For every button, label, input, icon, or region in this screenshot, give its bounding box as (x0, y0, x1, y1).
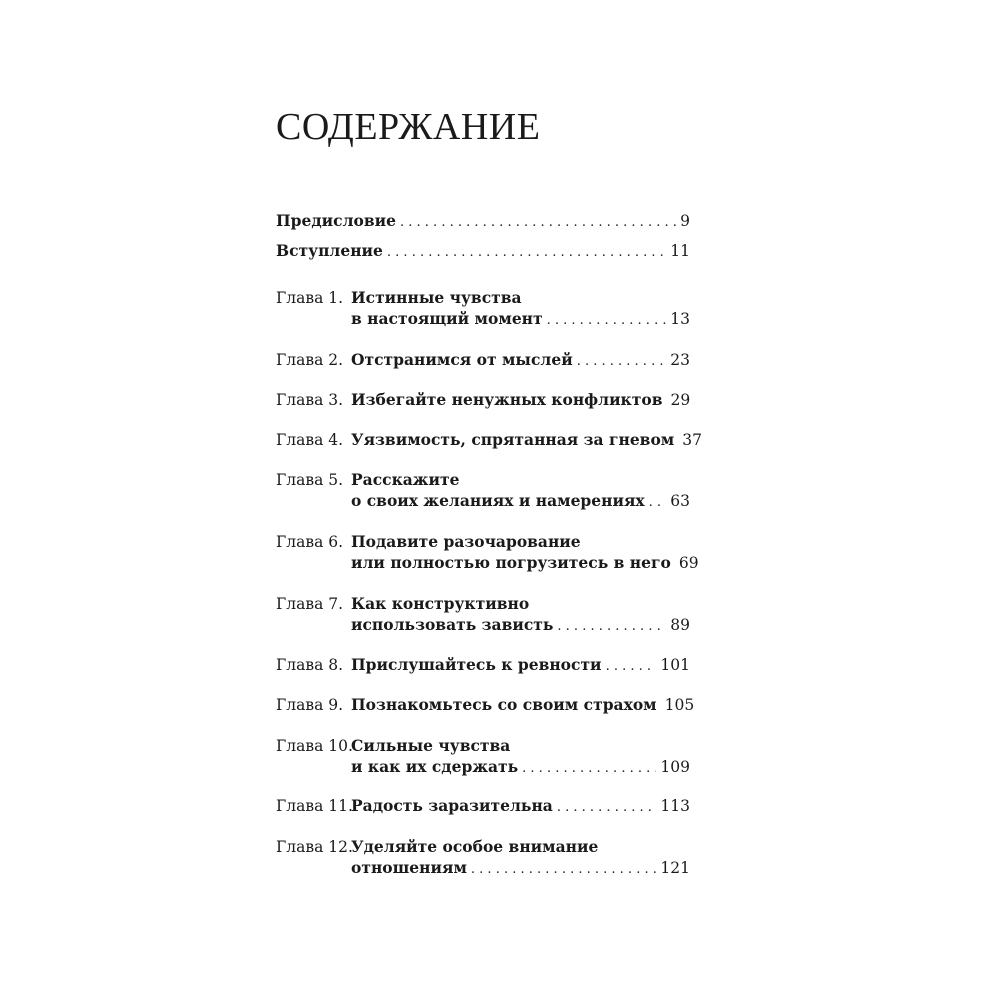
toc-entry-title: Подавите разочарование (351, 532, 581, 551)
toc-page-number: 9 (680, 212, 690, 230)
page-title: СОДЕРЖАНИЕ (276, 106, 541, 148)
toc-page-number: 13 (670, 310, 690, 328)
toc-entry-title: Вступление (276, 241, 383, 260)
toc-entry-title: Предисловие (276, 211, 396, 230)
toc-entry-title: Как конструктивно (351, 594, 530, 613)
dot-leader (471, 859, 657, 880)
toc-entry-line (276, 795, 690, 816)
dot-leader (557, 616, 666, 637)
toc-entry-line (276, 531, 690, 552)
toc-entry-line (276, 429, 702, 450)
chapter-label: Глава 7. (276, 595, 344, 613)
dot-leader (387, 242, 666, 263)
toc-entry-chapter-1[interactable] (276, 287, 690, 329)
toc-entry-chapter-10[interactable] (276, 735, 690, 777)
toc-entry-title: Сильные чувства (351, 736, 511, 755)
toc-page-number: 101 (660, 656, 690, 674)
toc-entry-title: Уязвимость, спрятанная за гневом (351, 430, 675, 449)
toc-entry-title: Избегайте ненужных конфликтов (351, 390, 663, 409)
dot-leader (649, 492, 667, 513)
dot-leader (606, 656, 657, 677)
toc-entry-preface[interactable] (276, 210, 690, 231)
toc-page-number: 121 (660, 859, 690, 877)
chapter-label: Глава 11. (276, 797, 353, 815)
chapter-label: Глава 3. (276, 391, 344, 409)
dot-leader (557, 797, 657, 818)
toc-entry-introduction[interactable] (276, 240, 690, 261)
toc-entry-line (276, 614, 690, 635)
dot-leader (547, 310, 667, 331)
chapter-label: Глава 9. (276, 696, 344, 714)
toc-entry-title: Прислушайтесь к ревности (351, 655, 602, 674)
toc-entry-title: Расскажите (351, 470, 460, 489)
toc-entry-line (276, 552, 699, 573)
toc-entry-title-continued: в настоящий момент (351, 309, 543, 328)
toc-entry-title: Отстранимся от мыслей (351, 350, 573, 369)
toc-entry-chapter-9[interactable] (276, 694, 695, 715)
toc-entry-chapter-4[interactable] (276, 429, 702, 450)
toc-page-number: 89 (670, 616, 690, 634)
toc-entry-line (276, 490, 690, 511)
chapter-label: Глава 8. (276, 656, 344, 674)
chapter-label: Глава 10. (276, 737, 353, 755)
toc-page-number: 69 (678, 554, 699, 572)
toc-entry-line (276, 210, 690, 231)
toc-entry-title: Познакомьтесь со своим страхом (351, 695, 657, 714)
toc-entry-line (276, 240, 690, 261)
toc-entry-chapter-7[interactable] (276, 593, 690, 635)
toc-entry-line (276, 308, 690, 329)
toc-page-number: 63 (670, 492, 690, 510)
toc-entry-title-continued: и как их сдержать (351, 757, 519, 776)
toc-entry-line (276, 756, 690, 777)
toc-entry-title: Уделяйте особое внимание (351, 837, 599, 856)
toc-entry-title-continued: или полностью погрузитесь в него (351, 553, 671, 572)
chapter-label: Глава 12. (276, 838, 353, 856)
dot-leader (577, 351, 667, 372)
toc-entry-line (276, 836, 690, 857)
toc-entry-line (276, 349, 690, 370)
toc-page-number: 11 (670, 242, 690, 260)
toc-entry-title-continued: отношениям (351, 858, 467, 877)
toc-entry-title: Радость заразительна (351, 796, 553, 815)
toc-entry-line (276, 593, 690, 614)
dot-leader (400, 212, 676, 233)
toc-entry-chapter-8[interactable] (276, 654, 690, 675)
toc-entry-chapter-2[interactable] (276, 349, 690, 370)
toc-entry-chapter-11[interactable] (276, 795, 690, 816)
toc-entry-title-continued: о своих желаниях и намерениях (351, 491, 645, 510)
toc-entry-line (276, 469, 690, 490)
chapter-label: Глава 1. (276, 289, 344, 307)
toc-entry-line (276, 654, 690, 675)
toc-entry-chapter-6[interactable] (276, 531, 699, 573)
toc-entry-chapter-3[interactable] (276, 389, 690, 410)
toc-page-number: 113 (660, 797, 690, 815)
toc-entry-line (276, 389, 690, 410)
toc-entry-line (276, 857, 690, 878)
dot-leader (522, 758, 656, 779)
toc-page-number: 109 (660, 758, 690, 776)
toc-entry-chapter-12[interactable] (276, 836, 690, 878)
toc-entry-title: Истинные чувства (351, 288, 522, 307)
chapter-label: Глава 4. (276, 431, 344, 449)
toc-page-number: 37 (682, 431, 702, 449)
toc-entry-line (276, 287, 690, 308)
toc-entry-line (276, 694, 695, 715)
toc-entry-chapter-5[interactable] (276, 469, 690, 511)
toc-entry-title-continued: использовать зависть (351, 615, 554, 634)
chapter-label: Глава 5. (276, 471, 344, 489)
chapter-label: Глава 6. (276, 533, 344, 551)
toc-page-number: 29 (670, 391, 691, 409)
toc-page-number: 23 (670, 351, 690, 369)
chapter-label: Глава 2. (276, 351, 344, 369)
toc-page-number: 105 (664, 696, 695, 714)
toc-entry-line (276, 735, 690, 756)
